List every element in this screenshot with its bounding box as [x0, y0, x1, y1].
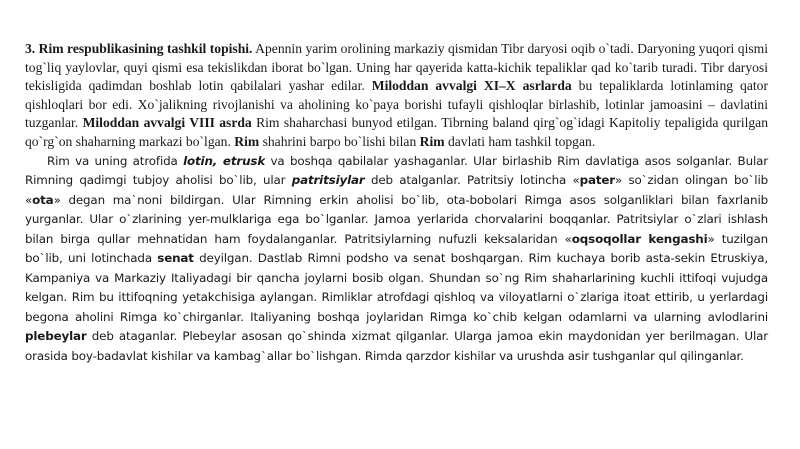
text-run: davlati ham tashkil topgan.	[444, 133, 596, 149]
paragraph-patricians	[25, 152, 768, 367]
bold-term: oqsoqollar kengashi	[571, 231, 708, 246]
paragraph-section-3	[25, 40, 768, 152]
text-run: bu tepaliklarda lotinlaming qator qishloqlari bor edi. Xo`jalikning rivojlanishi va aholining ko`paya borishi tufayli qishloqlar birlashib, lotinlar jamoasini – davlatini tuzganlar.	[25, 78, 768, 131]
bold-term: Rim	[234, 133, 260, 149]
text-run: deyilgan. Dastlab Rimni podsho va senat boshqargan. Rim kuchaya borib asta-sekin Etruskiya, Kampaniya va Markaziy Italiyadagi bir qancha joylarni bosib olgan. Shundan so`ng Rim shaharlarining kuchli ittifoqi vujudga kelgan. Rim bu ittifoqning yetakchisiga aylangan. Rimliklar atrofdagi qishloq va viloyatlarni o`zlariga itoat ettirib, u yerlardagi begona aholini Rimga ko`chirganlar. Italiyaning boshqa joylaridan Rimga ko`chib kelgan odamlarni va ularning avlodlarini	[25, 251, 768, 324]
bold-date-term: Miloddan avvalgi VIII asrda	[82, 115, 252, 131]
bold-term: pater	[579, 173, 616, 188]
bold-term: ota	[32, 192, 54, 207]
text-run: » tuzilgan bo`lib, uni lotinchada	[25, 231, 768, 266]
text-run: Rim shaharchasi bunyod etilgan. Tibrning baland qirg`og`idagi Kapitoliy tepaligida qurilgan qo`rg`on shaharning markazi bo`lgan.	[25, 115, 769, 149]
text-run: deb atalganlar. Patritsiy lotincha «	[364, 173, 580, 188]
text-run: shahrini barpo bo`lishi bilan	[259, 133, 420, 149]
bold-term: Rim	[419, 133, 445, 149]
text-run: deb ataganlar. Plebeylar asosan qo`shinda xizmat qilganlar. Ularga jamoa ekin maydonidan yer berilmagan. Ular orasida boy-badavlat kishilar va kambag`allar bo`lishgan. Rimda qarzdor kishilar va urushda asir tushganlar qul qilinganlar.	[25, 329, 768, 363]
text-run: va boshqa qabilalar yashaganlar. Ular birlashib Rim davlatiga asos solganlar. Bular Rimning qadimgi tubjoy aholisi bo`lib, ular	[25, 153, 768, 188]
text-run: » degan ma`noni bildirgan. Ular Rimning erkin aholisi bo`lib, ota-bobolari Rimga asos solganliklari bilan faxrlanib yurganlar. Ular o`zlarining yer-mulklariga ega bo`lganlar. Jamoa yerlarida chorvalarini boqqanlar. Patritsiylar o`zlari ishlash bilan birga qullar mehnatidan ham foydalanganlar. Patritsiylarning nufuzli keksalaridan «	[25, 192, 768, 246]
bold-date-term: Miloddan avvalgi XI–X asrlarda	[371, 78, 572, 94]
bold-italic-term: patritsiylar	[291, 173, 365, 188]
text-run: Apennin yarim orolining markaziy qismidan Tibr daryosi oqib o`tadi. Daryoning yuqori qismi tog`liq yaylovlar, quyi qismi esa tekislikdan iborat bo`lgan. Uning har qayerida katta-kichik tepaliklar qad ko`tarib turadi. Tibr daryosi tekisligida qadimdan boshlab lotin qabilalari yashar edilar.	[25, 41, 768, 94]
bold-term: plebeylar	[25, 329, 87, 344]
bold-term: senat	[157, 251, 194, 266]
text-run: » so`zidan olingan bo`lib «	[25, 173, 768, 207]
text-run: Rim va uning atrofida	[47, 153, 184, 168]
section-heading: 3. Rim respublikasining tashkil topishi.	[25, 41, 253, 56]
bold-italic-term: lotin, etrusk	[183, 153, 266, 168]
